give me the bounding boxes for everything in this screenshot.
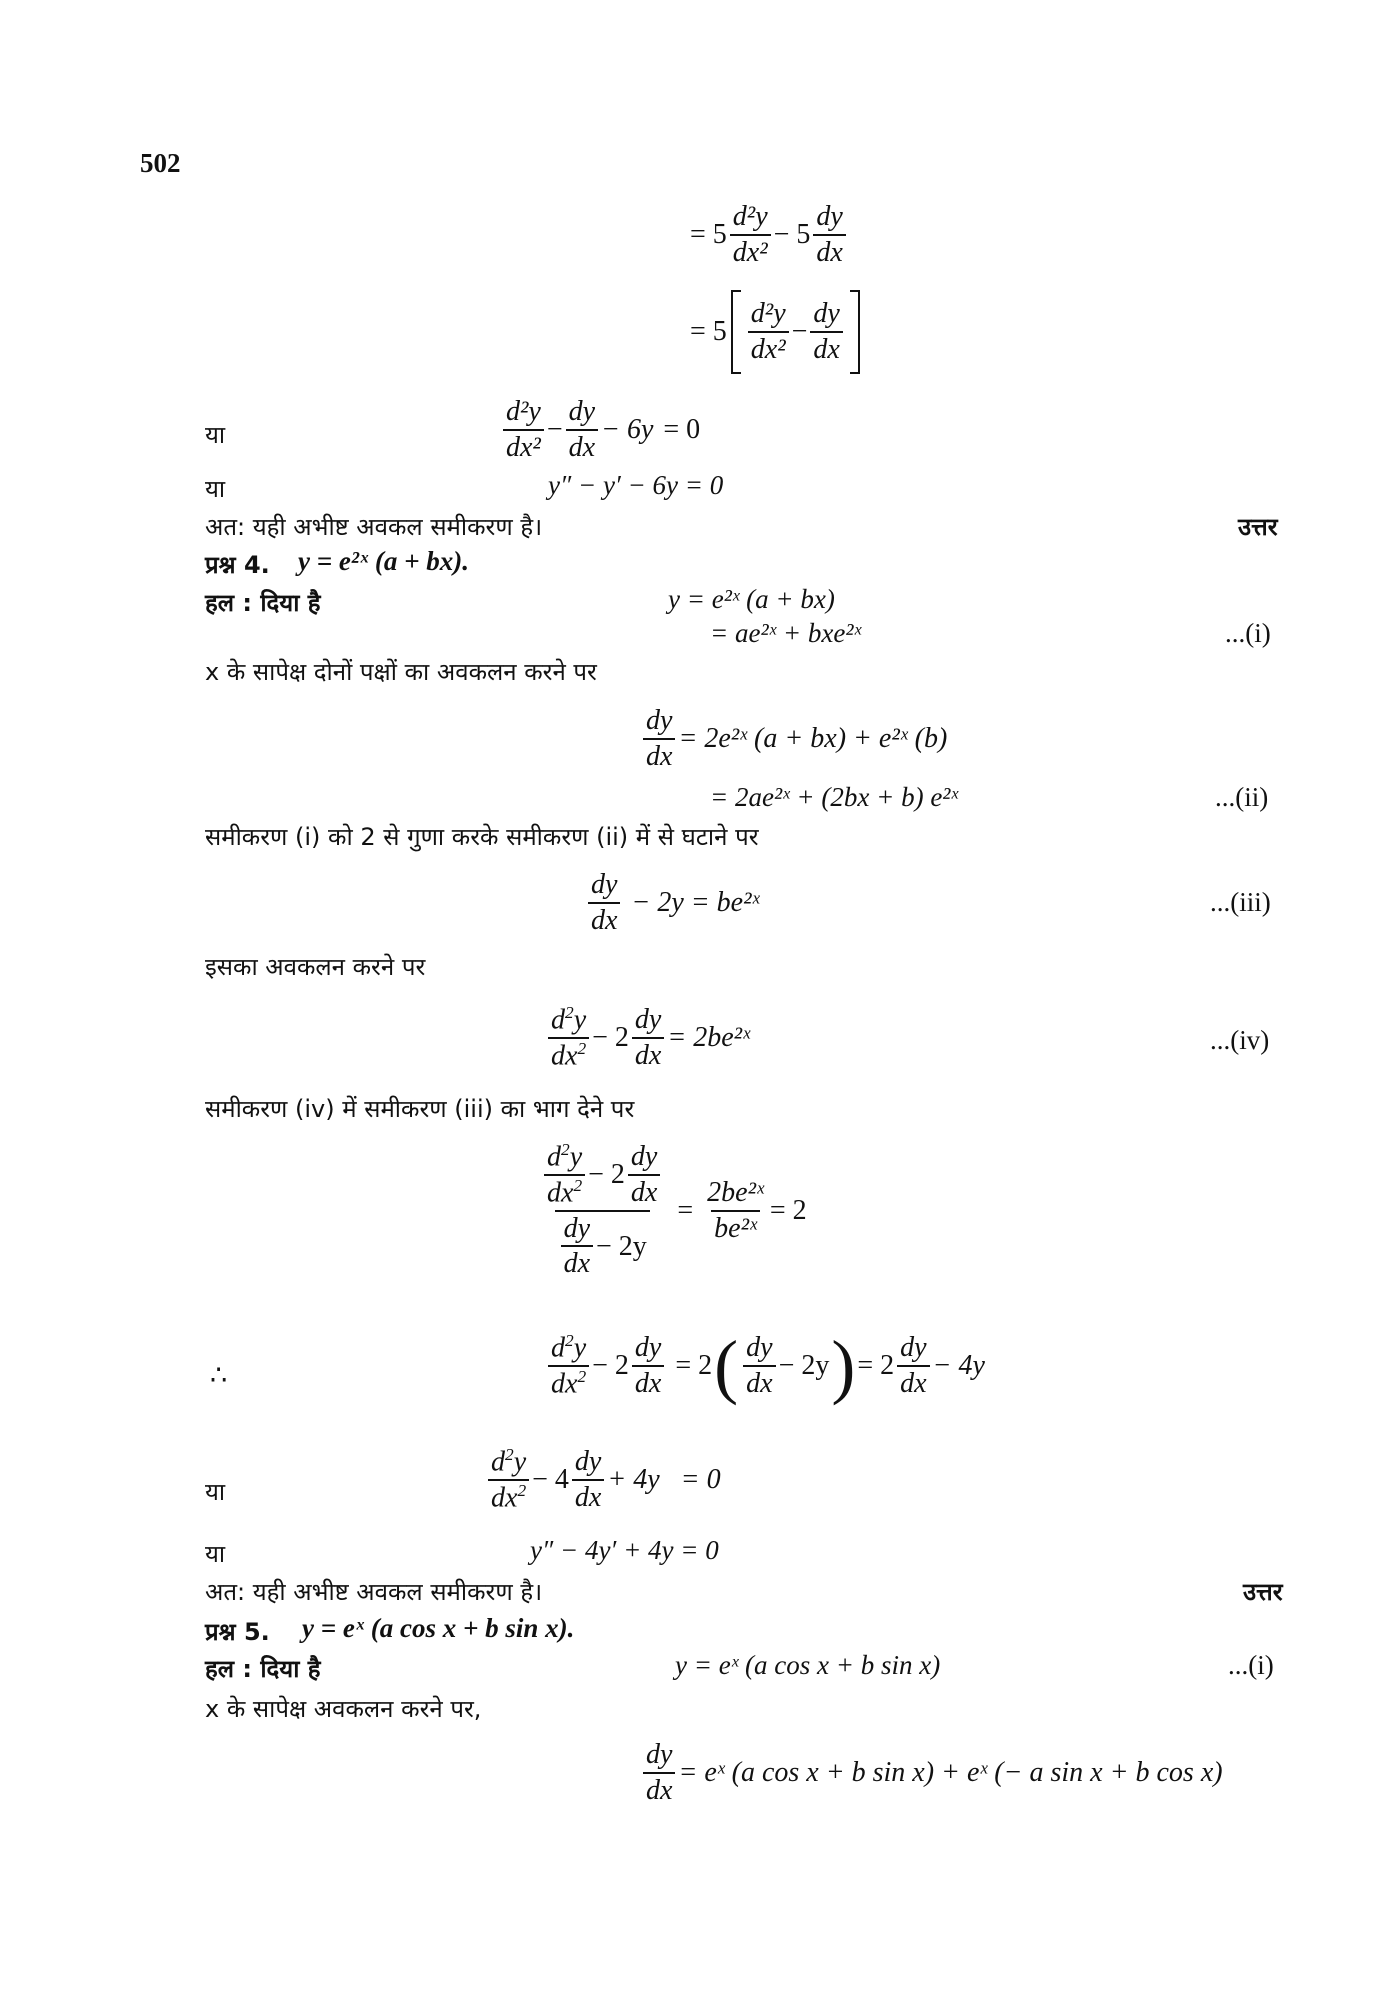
denominator: $dx^2$ (548, 1037, 589, 1073)
q4-eq6 (545, 1326, 985, 1406)
eq-operator: − 5 (773, 218, 811, 250)
denominator: dx (561, 1245, 593, 1281)
step-text: समीकरण (i) को 2 से गुणा करके समीकरण (ii) में से घटाने पर (205, 823, 759, 851)
solution-label: हल : दिया है (205, 589, 321, 617)
numerator: dy (900, 1332, 927, 1364)
fraction (704, 1176, 767, 1245)
question-4-heading: प्रश्न 4. (205, 551, 270, 579)
ya-label: या (205, 475, 226, 503)
q5-eq2 (640, 1738, 1223, 1807)
fraction (743, 1331, 775, 1400)
denominator: dx² (730, 234, 771, 270)
denominator: dx (643, 738, 675, 774)
equation-line-3 (500, 395, 700, 464)
answer-label: उत्तर (1243, 1578, 1283, 1606)
ya-label: या (205, 421, 226, 449)
numerator: $d^2y$ (551, 1003, 587, 1036)
numerator: $d^2y$ (491, 1445, 527, 1478)
fraction (488, 1445, 529, 1515)
therefore-symbol: ∴ (210, 1360, 228, 1390)
equation-tag: ...(ii) (1215, 782, 1269, 812)
denominator: dx (632, 1365, 664, 1401)
eq-operator: − 2y (778, 1350, 830, 1381)
eq-operator: − 2 (592, 1350, 629, 1381)
numerator: d²y (732, 201, 768, 232)
numerator: $d^2y$ (547, 1140, 583, 1173)
denominator: dx (810, 331, 842, 367)
fraction (503, 395, 544, 464)
denominator: $dx^2$ (544, 1174, 585, 1210)
eq-equals: = (677, 1194, 694, 1226)
left-bracket (731, 290, 741, 374)
left-paren: ( (714, 1326, 739, 1406)
numerator: dy (634, 1332, 662, 1364)
fraction (548, 1331, 589, 1401)
eq-operator: − 4 (532, 1463, 569, 1495)
page-number: 502 (140, 148, 181, 178)
fraction (810, 297, 842, 366)
q4-eq1a: y = e²ˣ (a + bx) (668, 584, 835, 614)
step-text: x के सापेक्ष अवकलन करने पर, (205, 1695, 482, 1723)
eq-operator: − 2y (596, 1230, 647, 1262)
fraction (643, 704, 675, 773)
right-paren: ) (831, 1326, 856, 1406)
eq-result: = 2 (769, 1194, 807, 1226)
conclusion-text: अत: यही अभीष्ट अवकल समीकरण है। (205, 513, 543, 541)
q4-eq3 (585, 868, 759, 937)
question-5-equation: y = eˣ (a cos x + b sin x). (302, 1613, 575, 1643)
denominator: dx (628, 1174, 660, 1210)
equation-tag: ...(iv) (1210, 1025, 1270, 1055)
denominator: dx (813, 234, 845, 270)
eq-rhs: − 2y = be²ˣ (631, 886, 760, 918)
eq-equals: = 0 (663, 413, 701, 445)
eq-operator: − (791, 316, 808, 347)
q4-eq8: y″ − 4y′ + 4y = 0 (530, 1535, 719, 1565)
fraction (730, 200, 771, 269)
numerator: $d^2y$ (551, 1331, 587, 1364)
denominator: $dx^2$ (488, 1479, 529, 1515)
numerator: dy (646, 705, 673, 736)
fraction (632, 1331, 664, 1400)
step-text: x के सापेक्ष दोनों पक्षों का अवकलन करने पर (205, 658, 597, 686)
eq-equals: = 2 (675, 1350, 713, 1381)
answer-label: उत्तर (1238, 513, 1278, 541)
eq-coeff: = 5 (690, 218, 727, 250)
fraction (628, 1140, 660, 1209)
numerator: dy (813, 298, 840, 330)
numerator: dy (591, 869, 618, 900)
q4-eq4 (545, 1003, 750, 1073)
q4-eq2b: = 2ae²ˣ + (2bx + b) e²ˣ (710, 782, 959, 812)
step-text: इसका अवकलन करने पर (205, 953, 426, 981)
fraction (748, 297, 789, 366)
denominator: dx (588, 902, 620, 938)
eq-operator: − (546, 413, 563, 445)
equation-line-4: y″ − y′ − 6y = 0 (548, 470, 724, 500)
conclusion-text: अत: यही अभीष्ट अवकल समीकरण है। (205, 1578, 543, 1606)
numerator: dy (563, 1212, 590, 1244)
numerator: dy (630, 1141, 658, 1173)
numerator: dy (574, 1446, 602, 1478)
numerator: dy (816, 201, 843, 232)
eq-operator: − 2 (592, 1021, 629, 1053)
numerator: dy (568, 396, 596, 427)
eq-operator: − 2 (588, 1159, 625, 1191)
eq-coeff: = 5 (690, 316, 727, 347)
denominator: dx² (503, 429, 544, 465)
denominator: dx² (748, 331, 789, 367)
denominator: dx (566, 429, 598, 465)
denominator: be²ˣ (711, 1210, 760, 1246)
q4-eq2a (640, 704, 947, 773)
step-text: समीकरण (iv) में समीकरण (iii) का भाग देने पर (205, 1095, 635, 1123)
eq-rhs: = eˣ (a cos x + b sin x) + eˣ (− a sin x + b cos x) (678, 1756, 1223, 1788)
q4-eq5 (535, 1140, 807, 1281)
compound-denominator (555, 1210, 650, 1281)
equation-line-2 (690, 290, 864, 374)
fraction (566, 395, 598, 464)
solution-label: हल : दिया है (205, 1655, 321, 1683)
fraction (544, 1140, 585, 1210)
compound-fraction (538, 1140, 666, 1281)
numerator: 2be²ˣ (707, 1176, 764, 1208)
eq-term: + 4y = 0 (607, 1463, 721, 1495)
numerator: d²y (506, 396, 541, 427)
fraction (572, 1445, 604, 1514)
fraction (643, 1738, 675, 1807)
denominator: dx (643, 1772, 675, 1808)
eq-equals: = 2 (857, 1350, 895, 1381)
q4-eq1b: = ae²ˣ + bxe²ˣ (710, 618, 862, 648)
denominator: $dx^2$ (548, 1365, 589, 1401)
fraction (813, 200, 845, 269)
right-bracket (850, 290, 860, 374)
equation-line-1 (690, 200, 849, 269)
ya-label: या (205, 1540, 226, 1568)
fraction (632, 1003, 664, 1072)
numerator: dy (646, 1739, 673, 1770)
equation-tag: ...(i) (1228, 1650, 1274, 1680)
eq-rhs: = 2be²ˣ (667, 1021, 750, 1053)
fraction (548, 1003, 589, 1073)
equation-tag: ...(iii) (1210, 887, 1271, 917)
ya-label: या (205, 1478, 226, 1506)
q5-eq1: y = eˣ (a cos x + b sin x) (675, 1650, 941, 1680)
fraction (897, 1331, 929, 1400)
eq-term: − 6y (601, 413, 654, 445)
question-5-heading: प्रश्न 5. (205, 1618, 270, 1646)
eq-term: − 4y (932, 1350, 985, 1381)
denominator: dx (743, 1365, 775, 1401)
eq-rhs: = 2e²ˣ (a + bx) + e²ˣ (b) (678, 722, 948, 754)
fraction (561, 1212, 593, 1281)
fraction (588, 868, 620, 937)
equation-tag: ...(i) (1225, 618, 1271, 648)
compound-numerator (538, 1140, 666, 1210)
numerator: dy (746, 1332, 773, 1364)
numerator: dy (634, 1004, 662, 1036)
denominator: dx (632, 1037, 664, 1073)
question-4-equation: y = e²ˣ (a + bx). (298, 546, 469, 576)
denominator: dx (572, 1479, 604, 1515)
denominator: dx (897, 1365, 929, 1401)
q4-eq7 (485, 1445, 721, 1515)
numerator: d²y (750, 298, 786, 330)
